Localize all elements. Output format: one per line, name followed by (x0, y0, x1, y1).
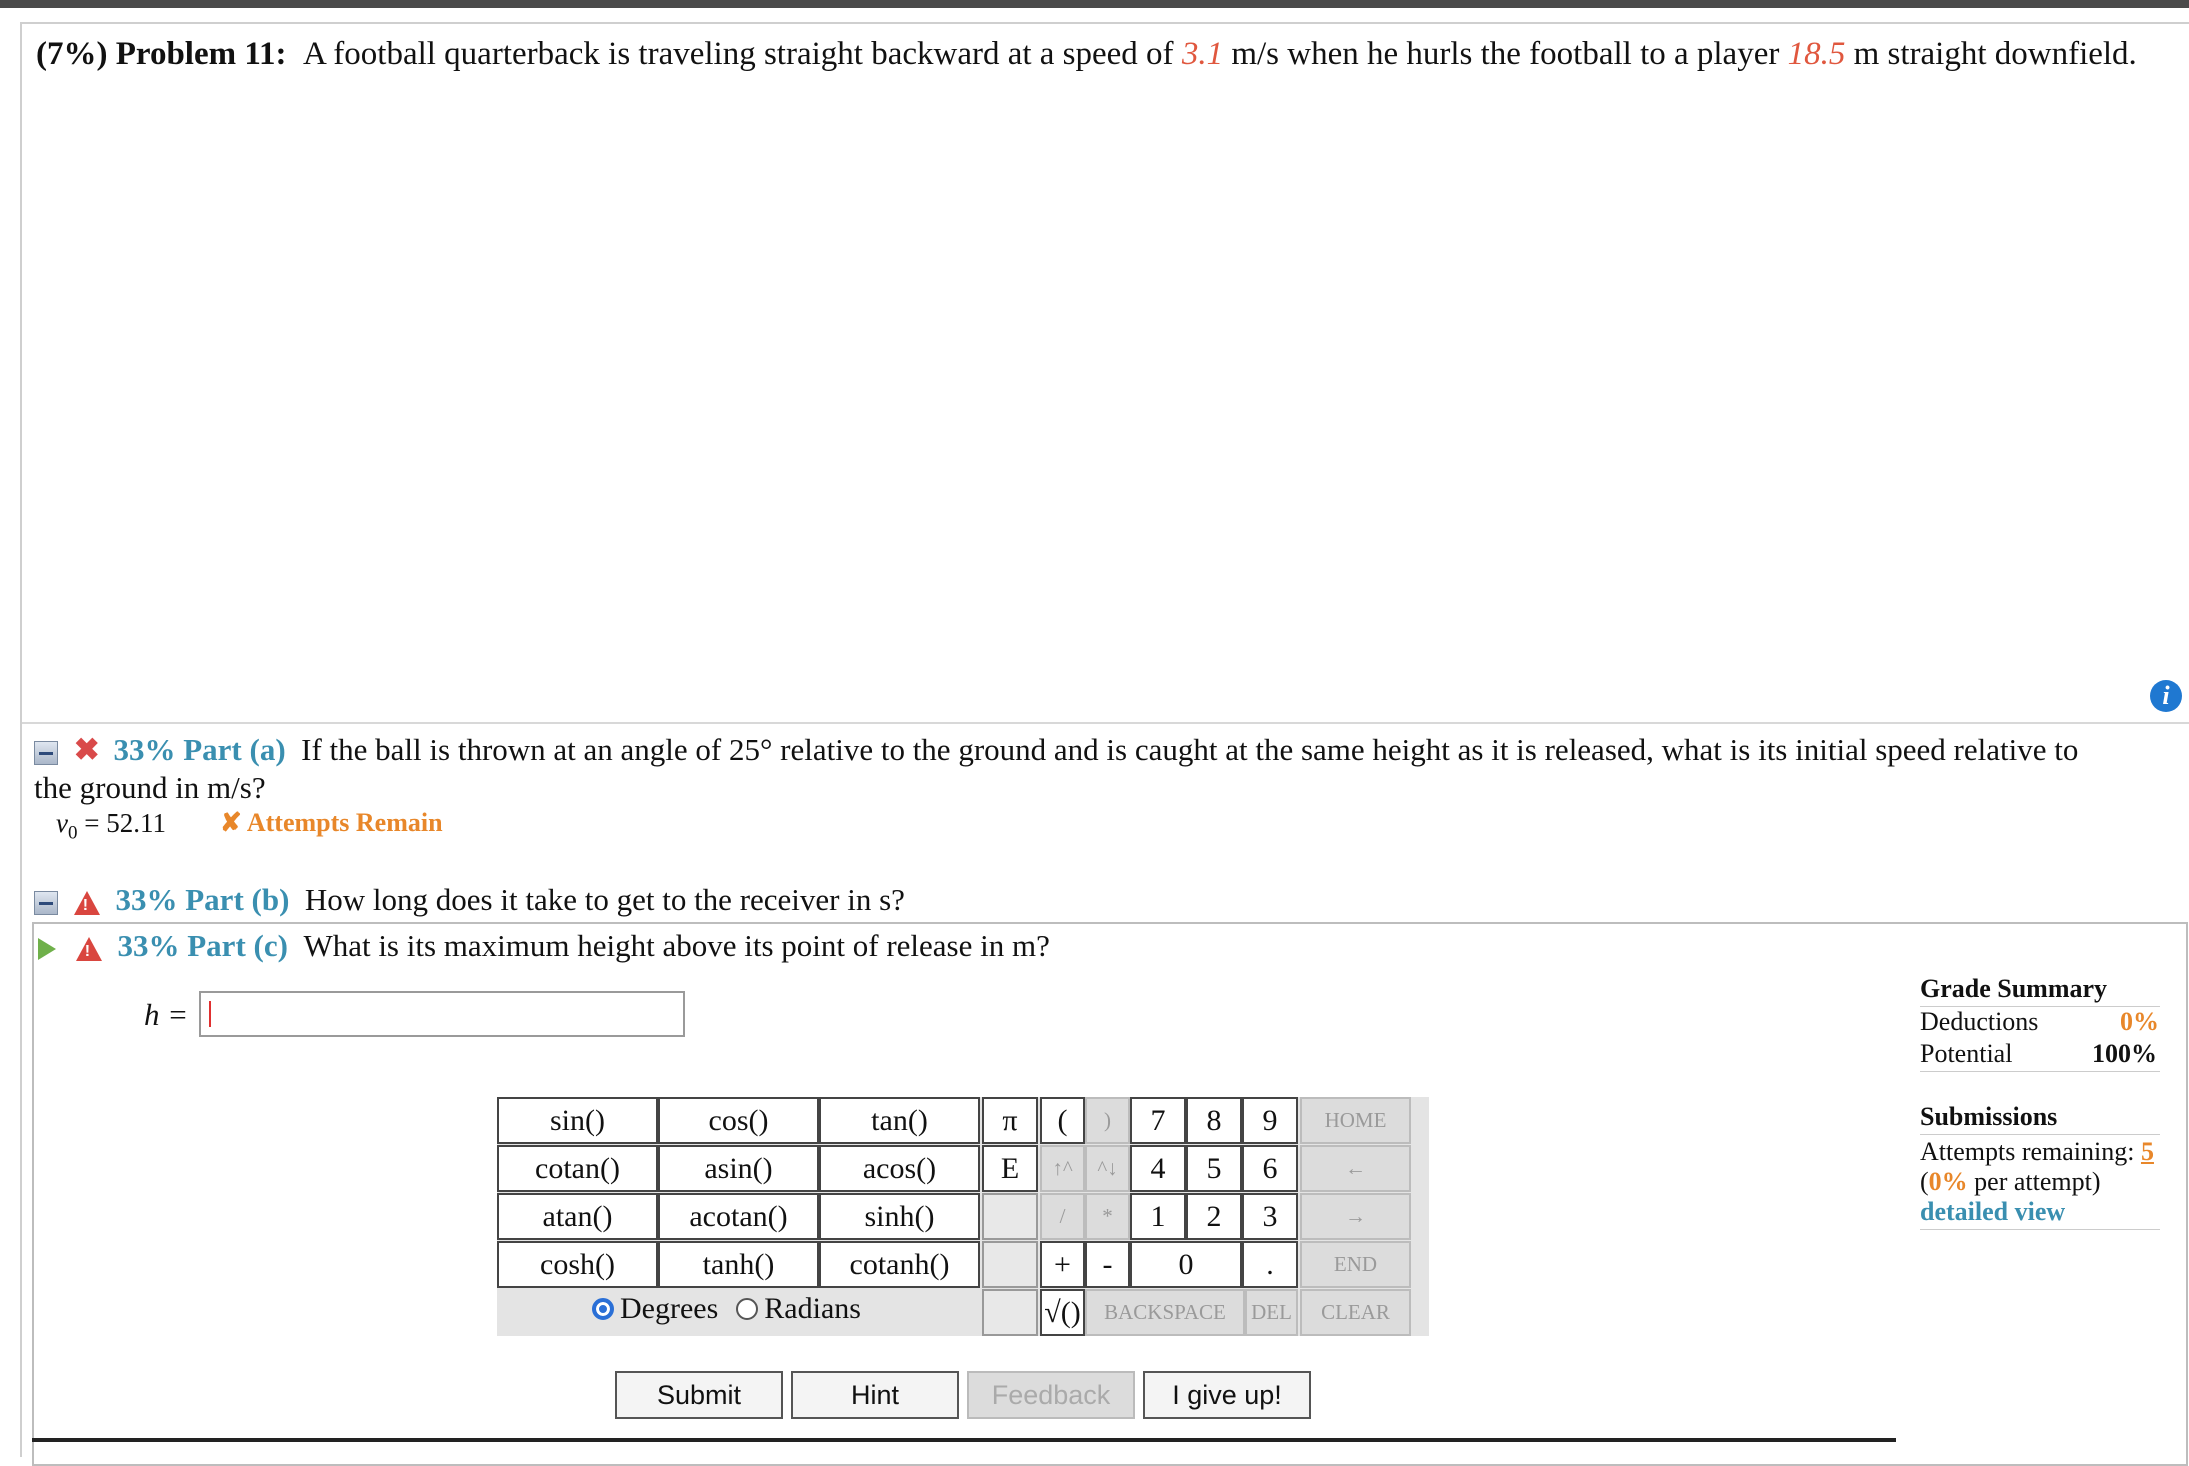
key-sin[interactable]: sin() (497, 1097, 658, 1144)
key-right[interactable]: → (1300, 1193, 1411, 1240)
given-speed: 3.1 (1181, 36, 1224, 72)
submit-button[interactable]: Submit (615, 1371, 783, 1419)
given-distance: 18.5 (1787, 36, 1846, 72)
problem-text-3: m straight downfield. (1853, 36, 2137, 72)
answer-var: v (56, 808, 68, 838)
degrees-radio[interactable] (592, 1298, 614, 1320)
key-6[interactable]: 6 (1242, 1145, 1298, 1192)
grade-summary-title: Grade Summary (1920, 974, 2108, 1003)
play-arrow-icon (38, 938, 56, 960)
attempts-label: Attempts remaining: (1920, 1137, 2135, 1166)
calculator-keypad (497, 1097, 1429, 1336)
text-caret (209, 1001, 211, 1027)
attempts-remaining (1920, 1137, 2154, 1167)
attempts-value: 5 (2140, 1137, 2154, 1166)
key-7[interactable]: 7 (1130, 1097, 1186, 1144)
part-a-answer (56, 808, 166, 844)
key-home[interactable]: HOME (1300, 1097, 1411, 1144)
part-c-weight: 33% (117, 928, 180, 963)
key-minus[interactable]: - (1085, 1241, 1130, 1288)
potential-value: 100% (2092, 1039, 2157, 1068)
degrees-label[interactable]: Degrees (620, 1292, 719, 1325)
submissions-title: Submissions (1920, 1102, 2058, 1131)
detailed-view-link[interactable]: detailed view (1920, 1197, 2066, 1226)
key-4[interactable]: 4 (1130, 1145, 1186, 1192)
deductions-value: 0% (2120, 1007, 2159, 1036)
key-multiply[interactable]: * (1085, 1193, 1130, 1240)
key-5[interactable]: 5 (1186, 1145, 1242, 1192)
key-close-paren[interactable]: ) (1085, 1097, 1130, 1144)
key-tan[interactable]: tan() (819, 1097, 980, 1144)
top-bar (0, 0, 2189, 8)
part-b-question: How long does it take to get to the receiver in s? (304, 882, 905, 917)
bottom-rule (32, 1438, 1896, 1442)
info-icon[interactable]: i (2150, 680, 2182, 712)
key-open-paren[interactable]: ( (1040, 1097, 1085, 1144)
radians-label[interactable]: Radians (764, 1292, 861, 1325)
incorrect-x-icon: ✖ (73, 732, 100, 767)
key-cotan[interactable]: cotan() (497, 1145, 658, 1192)
key-clear[interactable]: CLEAR (1300, 1289, 1411, 1336)
part-a-question: If the ball is thrown at an angle of 25° relative to the ground and is caught at the same height as it is released, what is its initial speed relative to (301, 732, 2079, 767)
deductions-label: Deductions (1920, 1007, 2039, 1036)
problem-text-2: m/s when he hurls the football to a player (1231, 36, 1780, 72)
part-a-label[interactable]: Part (a) (183, 732, 286, 767)
problem-statement (36, 36, 2137, 73)
part-a-header (34, 732, 2078, 768)
part-b-weight: 33% (115, 882, 178, 917)
divider (1920, 1229, 2160, 1230)
key-left[interactable]: ← (1300, 1145, 1411, 1192)
key-atan[interactable]: atan() (497, 1193, 658, 1240)
key-power-down[interactable]: ^↓ (1085, 1145, 1130, 1192)
per-attempt-value: 0% (1928, 1167, 1968, 1196)
problem-number: Problem 11: (115, 36, 287, 72)
key-end[interactable]: END (1300, 1241, 1411, 1288)
part-b-label[interactable]: Part (b) (185, 882, 290, 917)
key-acotan[interactable]: acotan() (658, 1193, 819, 1240)
answer-sub: 0 (67, 822, 78, 844)
part-a-status: ✘ Attempts Remain (220, 808, 443, 837)
problem-text-1: A football quarterback is traveling straight backward at a speed of (303, 36, 1174, 72)
warning-icon: ! (76, 937, 102, 961)
section-divider (22, 722, 2189, 724)
per-attempt-label: per attempt) (1974, 1167, 2101, 1196)
part-c-header (38, 928, 1050, 964)
collapse-icon[interactable] (34, 891, 58, 915)
key-blank (982, 1241, 1038, 1288)
key-blank (982, 1289, 1038, 1336)
part-a-question-cont: the ground in m/s? (34, 770, 266, 805)
key-decimal[interactable]: . (1242, 1241, 1298, 1288)
part-a-weight: 33% (113, 732, 176, 767)
key-acos[interactable]: acos() (819, 1145, 980, 1192)
key-8[interactable]: 8 (1186, 1097, 1242, 1144)
part-c-question: What is its maximum height above its point of release in m? (303, 928, 1050, 963)
key-tanh[interactable]: tanh() (658, 1241, 819, 1288)
divider (1920, 1071, 2160, 1072)
radians-radio[interactable] (736, 1298, 758, 1320)
key-2[interactable]: 2 (1186, 1193, 1242, 1240)
hint-button[interactable]: Hint (791, 1371, 959, 1419)
answer-value: = 52.11 (84, 808, 166, 838)
key-asin[interactable]: asin() (658, 1145, 819, 1192)
potential-label: Potential (1920, 1039, 2013, 1068)
key-backspace[interactable]: BACKSPACE (1085, 1289, 1245, 1336)
per-attempt (1920, 1167, 2101, 1197)
key-9[interactable]: 9 (1242, 1097, 1298, 1144)
key-divide[interactable]: / (1040, 1193, 1085, 1240)
feedback-button[interactable]: Feedback (967, 1371, 1135, 1419)
key-pi[interactable]: π (982, 1097, 1038, 1144)
divider (1920, 1134, 2160, 1135)
key-sqrt[interactable]: √() (1040, 1289, 1085, 1336)
key-cos[interactable]: cos() (658, 1097, 819, 1144)
per-attempt-open: ( (1920, 1167, 1929, 1196)
part-b-header (34, 882, 905, 918)
answer-input-label: h = (144, 997, 189, 1032)
give-up-button[interactable]: I give up! (1143, 1371, 1311, 1419)
key-3[interactable]: 3 (1242, 1193, 1298, 1240)
problem-weight: (7%) (36, 36, 108, 72)
angle-mode (592, 1292, 861, 1326)
key-power-up[interactable]: ↑^ (1040, 1145, 1085, 1192)
key-plus[interactable]: + (1040, 1241, 1085, 1288)
collapse-icon[interactable] (34, 741, 58, 765)
key-blank (982, 1193, 1038, 1240)
key-1[interactable]: 1 (1130, 1193, 1186, 1240)
key-sinh[interactable]: sinh() (819, 1193, 980, 1240)
part-c-label[interactable]: Part (c) (187, 928, 288, 963)
key-0[interactable]: 0 (1130, 1241, 1242, 1288)
key-e[interactable]: E (982, 1145, 1038, 1192)
key-del[interactable]: DEL (1245, 1289, 1298, 1336)
key-cotanh[interactable]: cotanh() (819, 1241, 980, 1288)
warning-icon: ! (74, 891, 100, 915)
key-cosh[interactable]: cosh() (497, 1241, 658, 1288)
answer-input[interactable] (199, 991, 685, 1037)
